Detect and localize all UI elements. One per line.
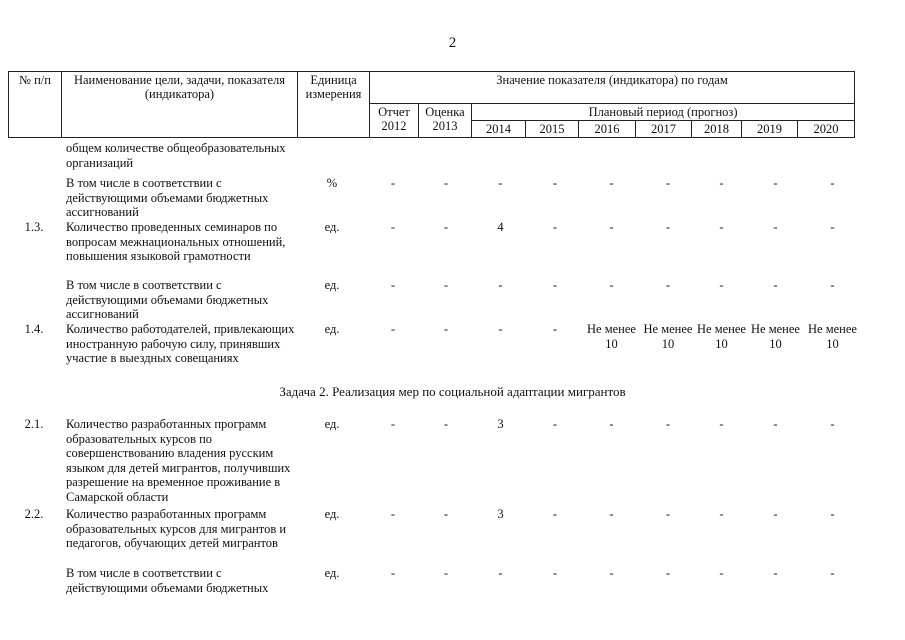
row-value: - [773, 278, 778, 292]
row-unit: ед. [324, 507, 340, 521]
row-value: - [390, 566, 396, 580]
row-value: - [665, 566, 671, 580]
row-value: - [665, 220, 671, 234]
page-number: 2 [448, 35, 457, 51]
row-value: - [830, 417, 835, 431]
row-value: - [609, 507, 614, 521]
row-name: Количество проведенных семинаров по вопросам межнациональных отношений, повышения языковой грамотности [66, 220, 286, 263]
row-name: В том числе в соответствии с действующими объемами бюджетных ассигнований [66, 278, 269, 321]
row-value: - [773, 176, 778, 190]
task-heading: Задача 2. Реализация мер по социальной адаптации мигрантов [279, 384, 626, 399]
row-value: - [552, 322, 558, 336]
header-name: Наименование цели, задачи, показателя (индикатора) [62, 72, 298, 138]
row-value: - [443, 417, 449, 431]
row-value: - [773, 507, 778, 521]
row-value: - [552, 278, 558, 292]
row-value: - [498, 176, 503, 190]
row-value: - [830, 278, 835, 292]
row-unit: ед. [324, 566, 340, 580]
row-value: Не менее 10 [697, 322, 746, 351]
row-value: - [719, 566, 724, 580]
row-value: - [719, 417, 724, 431]
row-value: 4 [497, 220, 504, 234]
row-name: Количество разработанных программ образовательных курсов для мигрантов и педагогов, обучающих детей мигрантов [66, 507, 287, 550]
header-values: Значение показателя (индикатора) по годам [370, 72, 855, 104]
row-value: - [443, 507, 449, 521]
row-number: 1.3. [24, 220, 44, 234]
header-year: 2015 [526, 121, 579, 138]
row-unit: % [326, 176, 338, 190]
row-value: - [719, 507, 724, 521]
row-value: - [390, 278, 396, 292]
row-unit: ед. [324, 322, 340, 336]
row-value: - [719, 220, 724, 234]
header-year: 2019 [742, 121, 798, 138]
row-value: - [773, 566, 778, 580]
row-name: Количество работодателей, привлекающих иностранную рабочую силу, принявших участие в выездных совещаниях [66, 322, 295, 365]
row-number: 2.1. [24, 417, 44, 431]
row-value: Не менее 10 [587, 322, 636, 351]
row-value: - [665, 176, 671, 190]
row-value: - [773, 220, 778, 234]
row-number: 2.2. [24, 507, 44, 521]
row-value: - [443, 566, 449, 580]
header-year: 2014 [472, 121, 526, 138]
row-value: - [390, 176, 396, 190]
row-value: - [830, 176, 835, 190]
row-value: - [443, 278, 449, 292]
row-value: Не менее 10 [643, 322, 693, 351]
row-value: - [498, 322, 503, 336]
header-year: 2018 [692, 121, 742, 138]
row-value: - [609, 566, 614, 580]
row-value: - [552, 417, 558, 431]
row-value: - [773, 417, 778, 431]
row-value: - [390, 417, 396, 431]
row-value: Не менее 10 [808, 322, 857, 351]
row-value: Не менее 10 [751, 322, 800, 351]
row-value: - [443, 322, 449, 336]
row-value: - [498, 566, 503, 580]
row-value: 3 [497, 417, 504, 431]
row-value: - [552, 220, 558, 234]
row-value: - [719, 176, 724, 190]
row-value: - [665, 417, 671, 431]
row-value: - [443, 220, 449, 234]
row-value: - [390, 322, 396, 336]
header-year: 2020 [798, 121, 855, 138]
row-value: - [830, 507, 835, 521]
row-value: - [552, 176, 558, 190]
row-value: - [443, 176, 449, 190]
row-value: - [830, 220, 835, 234]
row-value: - [552, 566, 558, 580]
header-table [8, 71, 855, 138]
row-value: - [609, 220, 614, 234]
header-year: 2016 [579, 121, 636, 138]
row-name: В том числе в соответствии с действующими объемами бюджетных [66, 566, 269, 595]
header-num: № п/п [9, 72, 62, 138]
row-name: Количество разработанных программ образовательных курсов по совершенствованию владения русским языком для детей мигрантов, получивших разрешение на временное проживание в Самарской области [66, 417, 291, 504]
row-value: - [830, 566, 835, 580]
row-unit: ед. [324, 220, 340, 234]
header-plan: Плановый период (прогноз) [472, 104, 855, 121]
header-unit: Единица измерения [298, 72, 370, 138]
row-value: - [719, 278, 724, 292]
row-unit: ед. [324, 417, 340, 431]
row-value: 3 [497, 507, 504, 521]
row-value: - [390, 220, 396, 234]
row-number: 1.4. [24, 322, 44, 336]
row-unit: ед. [324, 278, 340, 292]
row-value: - [609, 176, 614, 190]
row-value: - [552, 507, 558, 521]
row-value: - [609, 417, 614, 431]
row-value: - [498, 278, 503, 292]
header-year: 2017 [636, 121, 692, 138]
row-value: - [665, 507, 671, 521]
row-name: В том числе в соответствии с действующими объемами бюджетных ассигнований [66, 176, 269, 219]
row-value: - [390, 507, 396, 521]
header-estimate: Оценка 2013 [419, 104, 472, 138]
row-value: - [609, 278, 614, 292]
header-report: Отчет 2012 [370, 104, 419, 138]
row-name: общем количестве общеобразовательных организаций [66, 141, 286, 170]
row-value: - [665, 278, 671, 292]
